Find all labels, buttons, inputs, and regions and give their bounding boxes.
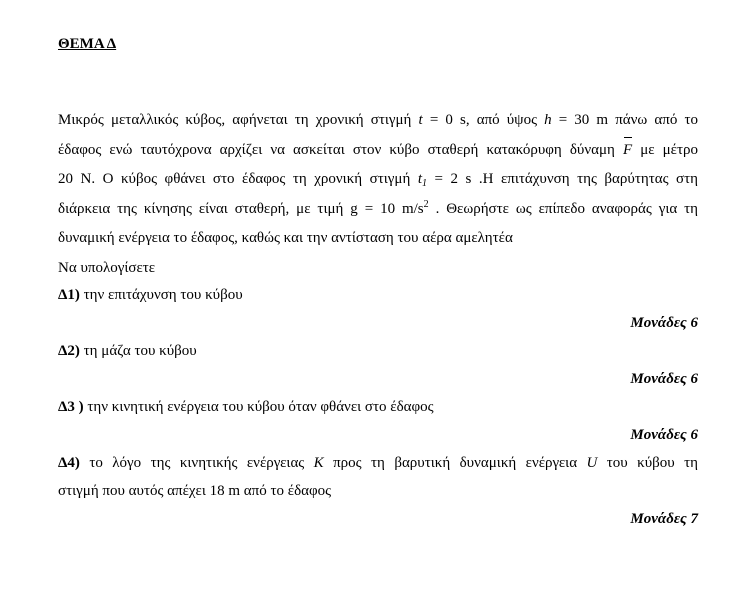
marks-d4: Μονάδες 7 (630, 511, 698, 527)
exam-page (58, 36, 698, 533)
problem-statement (58, 106, 698, 283)
statement-line-5: δυναμική ενέργεια το έδαφος, καθώς και την αντίσταση του αέρα αμελητέα (58, 230, 513, 246)
page-title: ΘΕΜΑ Δ (58, 36, 117, 52)
statement-line-3: 20 Ν. Ο κύβος φθάνει στο έδαφος τη χρονική στιγμή $t_1 = 2$ s .Η επιτάχυνση της βαρύτητας στη (58, 171, 698, 189)
marks-d3: Μονάδες 6 (630, 427, 698, 443)
question-d3: Δ3 ) την κινητική ενέργεια του κύβου όταν φθάνει στο έδαφος (58, 399, 434, 415)
question-d4: Δ4) το λόγο της κινητικής ενέργειας K προς τη βαρυτική δυναμική ενέργεια U του κύβου τη στιγμή που αυτός απέχει 18 m από το έδαφος (58, 455, 698, 499)
statement-line-4: διάρκεια της κίνησης είναι σταθερή, με τιμή g = 10 $m/s^2$ . Θεωρήστε ως επίπεδο αναφοράς για τη (58, 198, 699, 217)
instruction-line: Να υπολογίσετε (58, 259, 156, 276)
marks-d1: Μονάδες 6 (630, 315, 698, 331)
marks-d2: Μονάδες 6 (630, 371, 698, 387)
force-vector: F (623, 136, 632, 166)
statement-line-2: έδαφος ενώ ταυτόχρονα αρχίζει να ασκείται στον κύβο σταθερή κατακόρυφη δύναμη F με μέτρο (58, 136, 698, 166)
question-d2: Δ2) τη μάζα του κύβου (58, 343, 197, 359)
question-d1: Δ1) την επιτάχυνση του κύβου (58, 287, 243, 303)
statement-line-1: Μικρός μεταλλικός κύβος, αφήνεται τη χρονική στιγμή t = 0 s, από ύψος h = 30 m πάνω από το (58, 112, 698, 128)
